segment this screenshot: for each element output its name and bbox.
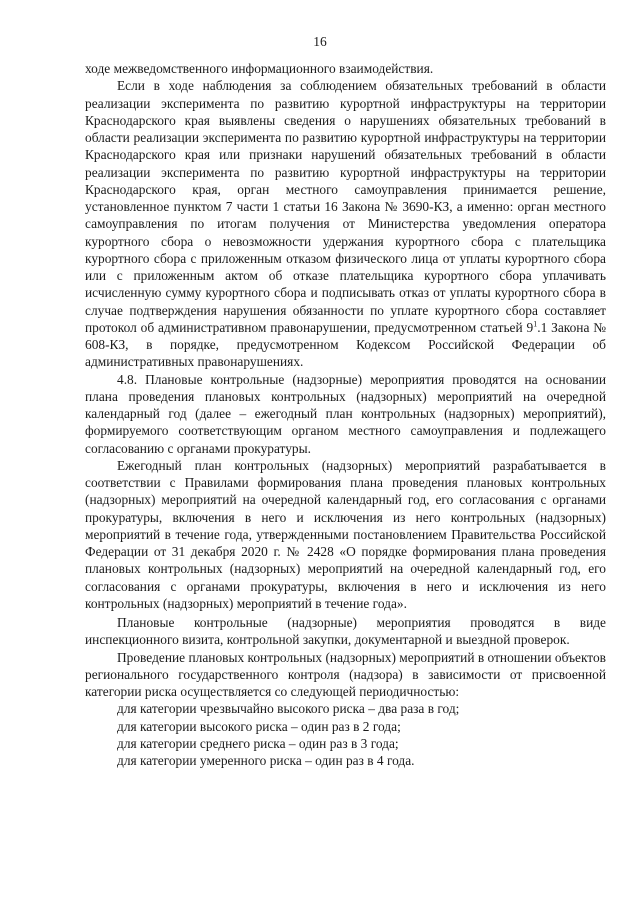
paragraph-observation-violations	[85, 77, 606, 370]
paragraph-text-tail: .1 Закона № 608-КЗ, в порядке, предусмотренном Кодексом Российской Федерации об административных правонарушениях.	[85, 319, 607, 370]
document-body	[85, 60, 606, 769]
paragraph-periodicity: Проведение плановых контрольных (надзорных) мероприятий в отношении объектов регионального государственного контроля (надзора) в зависимости от присвоенной категории риска осуществляется со следующей периодичностью:	[85, 649, 606, 699]
list-item: для категории чрезвычайно высокого риска – два раза в год;	[117, 701, 460, 717]
paragraph-text: Если в ходе наблюдения за соблюдением обязательных требований в области реализации эксперимента по развитию курортной инфраструктуры на территории Краснодарского края выявлены сведения о нарушениях обязательных требований в области реализации эксперимента по развитию курортной инфраструктуры на территории Краснодарского края или признаки нарушений обязательных требований в области реализации эксперимента по развитию курортной инфраструктуры на территории Краснодарского края, орган местного самоуправления принимается решение, установленное пунктом 7 части 1 статьи 16 Закона № 3690-КЗ, а именно: орган местного самоуправления по итогам получения от Министерства уведомления оператора курортного сбора о невозможности удержания курортного сбора с плательщика курортного сбора с приложенным отказом физического лица от уплаты курортного сбора или с приложенным актом об отказе плательщика курортного сбора уплачивать исчисленную сумму курортного сбора и подписывать отказ от уплаты курортного сбора в случае подтверждения нарушения обязанности по уплате курортного сбора составляет протокол об административном правонарушении, предусмотренном статьей 9	[85, 78, 606, 335]
page-number: 16	[313, 34, 327, 49]
superscript: 1	[533, 319, 538, 329]
paragraph-continuation: ходе межведомственного информационного взаимодействия.	[85, 61, 434, 76]
list-item: для категории среднего риска – один раз в 3 года;	[117, 735, 399, 751]
paragraph-inspection-types: Плановые контрольные (надзорные) мероприятия проводятся в виде инспекционного визита, контрольной закупки, документарной и выездной проверок.	[85, 615, 606, 648]
list-item: для категории умеренного риска – один раз в 4 года.	[117, 753, 415, 768]
paragraph-annual-plan: Ежегодный план контрольных (надзорных) мероприятий разрабатывается в соответствии с Правилами формирования плана проведения плановых контрольных (надзорных) мероприятий на очередной календарный год, его согласования с органами прокуратуры, включения в него и исключения из него контрольных (надзорных) мероприятий в течение года, утвержденными постановлением Правительства Российской Федерации от 31 декабря 2020 г. № 2428 «О порядке формирования плана проведения плановых контрольных (надзорных) мероприятий на очередной календарный год, его согласования с органами прокуратуры, включения в него и исключения из него контрольных (надзорных) мероприятий в течение года».	[85, 457, 606, 611]
paragraph-4-8: 4.8. Плановые контрольные (надзорные) мероприятия проводятся на основании плана проведения плановых контрольных (надзорных) мероприятий на очередной календарный год (далее – ежегодный план контрольных (надзорных) мероприятий), формируемого соответствующим органом местного самоуправления и подлежащего согласованию с органами прокуратуры.	[85, 371, 606, 456]
list-item: для категории высокого риска – один раз в 2 года;	[117, 718, 401, 734]
